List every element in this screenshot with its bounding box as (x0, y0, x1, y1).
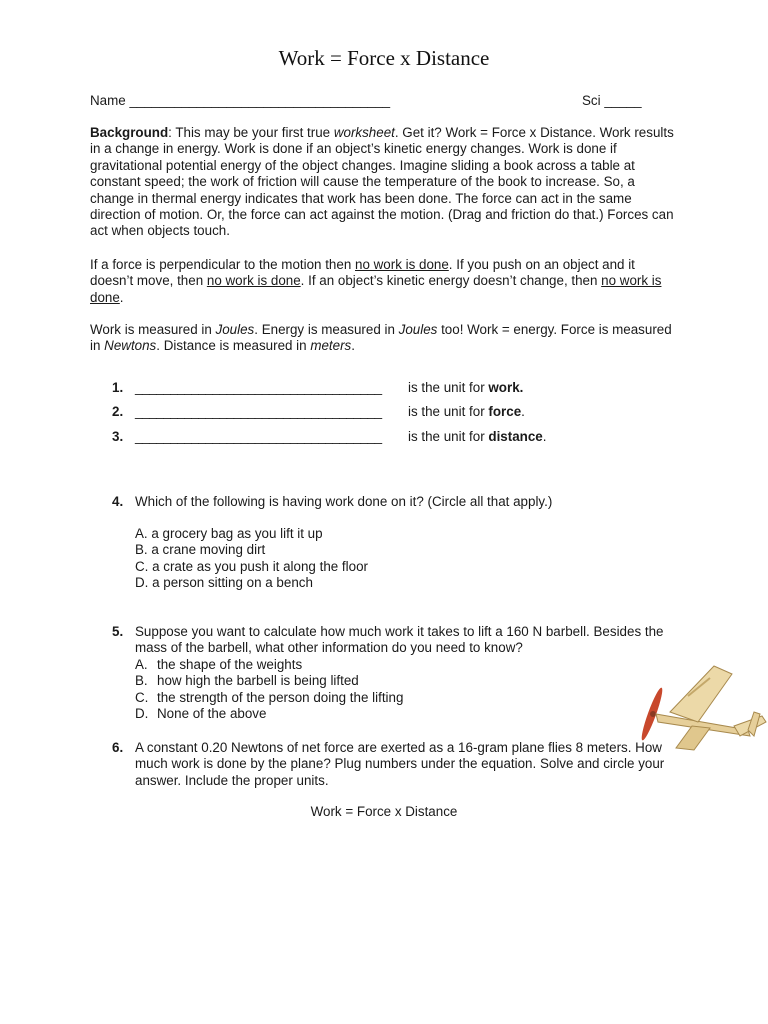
answer-blank-3[interactable]: ___________________________________ (135, 429, 382, 444)
lower-wing (676, 726, 710, 750)
option-c[interactable]: C. the strength of the person doing the lifting (135, 689, 404, 705)
units-paragraph: Work is measured in Joules. Energy is measured in Joules too! Work = energy. Force is measured in Newtons. Distance is measured in meters. (90, 322, 672, 354)
name-line (90, 92, 650, 109)
propeller-hub (650, 711, 656, 717)
option-d[interactable]: D. None of the above (135, 706, 267, 722)
option-a[interactable]: A. the shape of the weights (135, 657, 303, 672)
worksheet-page: Work = Force x Distance Name ___________________________________ Sci _____ Background: This may be your first true worksheet. Get it? Work = Force x Distance. Work results in a change in energy. Work is done if an object’s kinetic energy changes. Work is done if gravitational potential energy of the object changes. Imagine sliding a book across a table at constant speed; the work of friction will cause the temperature of the book to increase. So, a change in thermal energy indicates that work has been done. The force can act in the same direction of motion. Or, the force can act against the motion. (Drag and friction do that.) Forces can act when objects touch. If a force is perpendicular to the motion then no work is done. If you push on an object and it doesn’t move, then no work is done. If an object’s kinetic energy doesn’t change, then no work is done. Work is measured in Joules. Energy is measured in Joules too! Work = energy. Force is measured in Newtons. Distance is measured in meters. 1. ___________________________________ is the unit for work. 2. ___________________________________ is the unit for force. 3. ___________________________________ is the unit for distance. 4. Which of the following is having work done on it? (Circle all that apply.) A. a grocery bag as you lift it up B. a crane moving dirt C. a crate as you push it along the floor D. a person sitting on a bench 5. Suppose you want to calculate how much work it takes to lift a 160 N barbell. Besides the mass of the barbell, what other information do you need to know? A. the shape of the weights B. how high the barbell is being lifted C. the strength of the person doing the lifting D. None of the above 6. A constant 0.20 Newtons of net force are exerted as a 16-gram plane flies 8 meters. How much work is done by the plane? Plug numbers under the equation. Solve and circle your answer. Include the proper units. Work = Force x Distance (0, 0, 768, 1024)
sci-label: Sci (582, 93, 601, 108)
perpendicular-paragraph: If a force is perpendicular to the motion then no work is done. If you push on an object and it doesn’t move, then no work is done. If an object’s kinetic energy doesn’t change, then no work is done. (90, 257, 662, 305)
option-a[interactable]: A. a grocery bag as you lift it up (135, 526, 323, 541)
sci-field-group (582, 92, 642, 109)
name-label: Name (90, 93, 126, 108)
answer-blank-1[interactable]: ___________________________________ (135, 380, 382, 395)
sci-field[interactable]: _____ (604, 93, 642, 108)
option-d[interactable]: D. a person sitting on a bench (135, 575, 313, 591)
main-wing (670, 666, 732, 722)
question-5-options (135, 657, 403, 723)
worksheet-term: worksheet (333, 125, 395, 140)
page-title: Work = Force x Distance (278, 46, 490, 70)
question-1: 1. ___________________________________ is the unit for work. (112, 380, 524, 395)
background-label: Background (90, 125, 169, 140)
question-4-options (135, 526, 368, 592)
option-b[interactable]: B. a crane moving dirt (135, 542, 266, 558)
option-c[interactable]: C. a crate as you push it along the floor (135, 558, 368, 574)
question-2: 2. ___________________________________ is the unit for force. (112, 404, 525, 419)
balsa-plane-image (636, 656, 768, 752)
equation-label: Work = Force x Distance (310, 804, 458, 819)
option-b[interactable]: B. how high the barbell is being lifted (135, 673, 359, 689)
question-3: 3. ___________________________________ is the unit for distance. (112, 429, 547, 444)
answer-blank-2[interactable]: ___________________________________ (135, 404, 382, 419)
background-paragraph: Background: This may be your first true worksheet. Get it? Work = Force x Distance. Work results in a change in energy. Work is done if an object’s kinetic energy changes. Work is done if gravitational potential energy of the object changes. Imagine sliding a book across a table at constant speed; the work of friction will cause the temperature of the book to increase. So, a change in thermal energy indicates that work has been done. The force can act in the same direction of motion. Or, the force can act against the motion. (Drag and friction do that.) Forces can act when objects touch. (90, 125, 674, 239)
name-field[interactable]: ___________________________________ (129, 93, 391, 108)
